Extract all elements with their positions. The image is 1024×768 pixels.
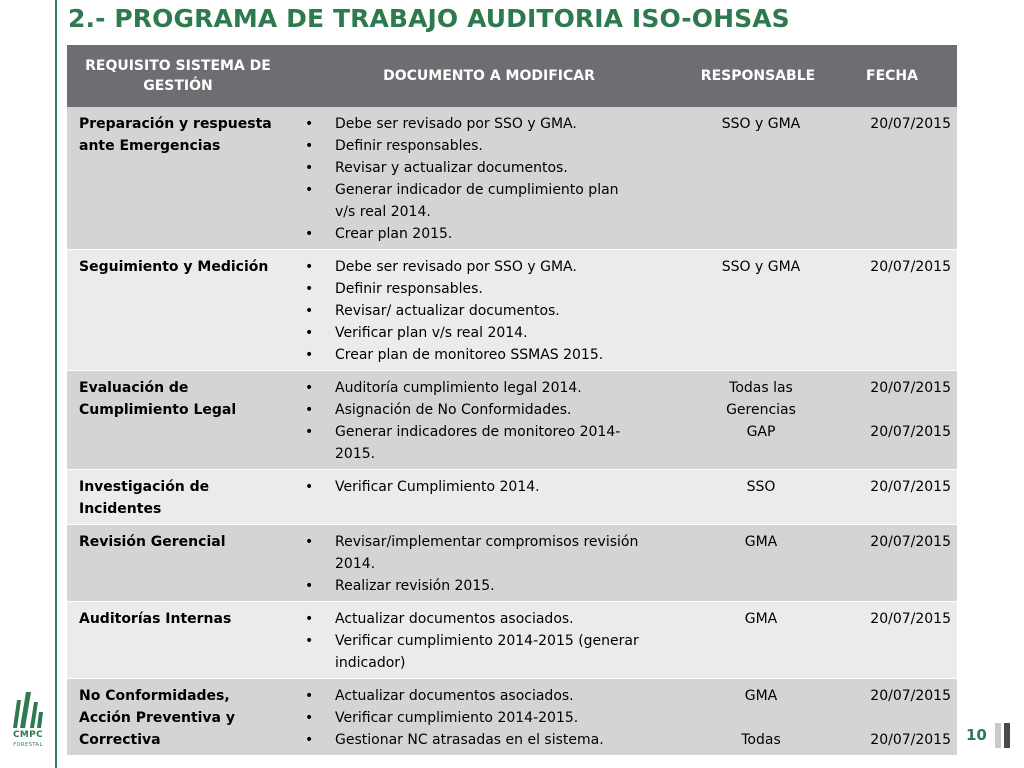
cell-responsable: SSO y GMA bbox=[689, 107, 827, 250]
list-item: • Generar indicador de cumplimiento plan v/s real 2014. bbox=[301, 179, 683, 223]
cell-fecha: 20/07/2015 20/07/2015 bbox=[827, 679, 957, 756]
header-responsable: RESPONSABLE bbox=[689, 45, 827, 107]
cell-requisito: Auditorías Internas bbox=[67, 602, 289, 679]
list-item: • Verificar cumplimiento 2014-2015 (generar indicador) bbox=[301, 630, 683, 674]
table-row bbox=[67, 250, 957, 371]
list-item: • Actualizar documentos asociados. bbox=[301, 685, 683, 707]
list-item: • Realizar revisión 2015. bbox=[301, 575, 683, 597]
list-item: • Gestionar NC atrasadas en el sistema. bbox=[301, 729, 683, 751]
list-item: • Definir responsables. bbox=[301, 278, 683, 300]
action-list bbox=[301, 685, 683, 751]
table-row bbox=[67, 525, 957, 602]
cell-responsable: SSO bbox=[689, 470, 827, 525]
cell-responsable: GMA bbox=[689, 602, 827, 679]
list-item: • Verificar cumplimiento 2014-2015. bbox=[301, 707, 683, 729]
list-item: • Crear plan 2015. bbox=[301, 223, 683, 245]
table-row bbox=[67, 679, 957, 756]
cell-fecha: 20/07/2015 bbox=[827, 250, 957, 371]
work-program-table bbox=[67, 45, 957, 756]
cell-fecha: 20/07/2015 bbox=[827, 525, 957, 602]
cell-requisito: Revisión Gerencial bbox=[67, 525, 289, 602]
cell-requisito: Seguimiento y Medición bbox=[67, 250, 289, 371]
cell-requisito: Preparación y respuesta ante Emergencias bbox=[67, 107, 289, 250]
list-item: • Actualizar documentos asociados. bbox=[301, 608, 683, 630]
page-title: 2.- PROGRAMA DE TRABAJO AUDITORIA ISO-OHSAS bbox=[68, 4, 790, 33]
list-item: • Revisar y actualizar documentos. bbox=[301, 157, 683, 179]
cell-fecha: 20/07/2015 bbox=[827, 107, 957, 250]
cell-responsable: GMA Todas bbox=[689, 679, 827, 756]
slide-edge-bars bbox=[995, 723, 1013, 748]
cell-responsable: Todas las Gerencias GAP bbox=[689, 371, 827, 470]
header-fecha: FECHA bbox=[827, 45, 957, 107]
cell-fecha: 20/07/2015 20/07/2015 bbox=[827, 371, 957, 470]
cell-requisito: No Conformidades, Acción Preventiva y Correctiva bbox=[67, 679, 289, 756]
list-item: • Crear plan de monitoreo SSMAS 2015. bbox=[301, 344, 683, 366]
action-list bbox=[301, 377, 683, 465]
cell-responsable: SSO y GMA bbox=[689, 250, 827, 371]
list-item: • Definir responsables. bbox=[301, 135, 683, 157]
cell-fecha: 20/07/2015 bbox=[827, 470, 957, 525]
cell-requisito: Evaluación de Cumplimiento Legal bbox=[67, 371, 289, 470]
list-item: • Generar indicadores de monitoreo 2014- 2015. bbox=[301, 421, 683, 465]
header-requisito: REQUISITO SISTEMA DE GESTIÓN bbox=[67, 45, 289, 107]
logo-sub-text: FORESTAL bbox=[13, 742, 43, 748]
list-item: • Verificar Cumplimiento 2014. bbox=[301, 476, 683, 498]
list-item: • Debe ser revisado por SSO y GMA. bbox=[301, 256, 683, 278]
cell-documento bbox=[289, 602, 689, 679]
list-item: • Revisar/implementar compromisos revisión 2014. bbox=[301, 531, 683, 575]
cell-documento bbox=[289, 679, 689, 756]
cell-documento bbox=[289, 371, 689, 470]
table-row bbox=[67, 470, 957, 525]
list-item: • Debe ser revisado por SSO y GMA. bbox=[301, 113, 683, 135]
action-list bbox=[301, 608, 683, 674]
table-header-row bbox=[67, 45, 957, 107]
list-item: • Asignación de No Conformidades. bbox=[301, 399, 683, 421]
list-item: • Auditoría cumplimiento legal 2014. bbox=[301, 377, 683, 399]
logo-brand-text: CMPC bbox=[13, 730, 43, 740]
action-list bbox=[301, 256, 683, 366]
table-row bbox=[67, 107, 957, 250]
edge-bar-dark bbox=[1004, 723, 1010, 748]
edge-bar-light bbox=[995, 723, 1001, 748]
cell-documento bbox=[289, 525, 689, 602]
action-list bbox=[301, 113, 683, 245]
cmpc-logo bbox=[6, 690, 50, 762]
cell-documento bbox=[289, 470, 689, 525]
list-item: • Verificar plan v/s real 2014. bbox=[301, 322, 683, 344]
cell-documento bbox=[289, 250, 689, 371]
table-row bbox=[67, 602, 957, 679]
cmpc-tree-logo-icon bbox=[6, 690, 50, 732]
action-list bbox=[301, 531, 683, 597]
cell-documento bbox=[289, 107, 689, 250]
page-number: 10 bbox=[966, 726, 987, 744]
table-row bbox=[67, 371, 957, 470]
header-documento: DOCUMENTO A MODIFICAR bbox=[289, 45, 689, 107]
action-list bbox=[301, 476, 683, 498]
left-rule-line bbox=[55, 0, 57, 768]
cell-requisito: Investigación de Incidentes bbox=[67, 470, 289, 525]
cell-responsable: GMA bbox=[689, 525, 827, 602]
list-item: • Revisar/ actualizar documentos. bbox=[301, 300, 683, 322]
cell-fecha: 20/07/2015 bbox=[827, 602, 957, 679]
